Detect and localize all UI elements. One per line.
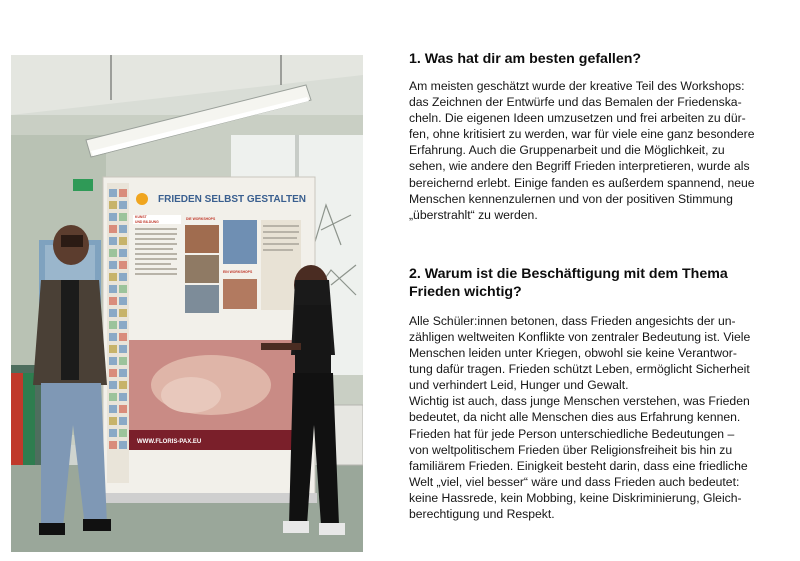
poster-url: WWW.FLORIS-PAX.EU: [137, 439, 202, 445]
answer-2-line: bedeutet, da nicht alle Menschen dies aus Erfahrung kennen.: [409, 410, 741, 425]
answer-2-line: familiärem Frieden. Einigkeit besteht darin, dass eine friedliche: [409, 458, 748, 473]
answer-2-line: berechtigung und Respekt.: [409, 506, 555, 521]
answer-2-paragraph: [409, 313, 793, 522]
answer-2-line: Welt „viel, viel besser“ wäre und dass Frieden auch bedeutet:: [409, 474, 740, 489]
answer-2-line: Alle Schüler:innen betonen, dass Frieden angesichts der un-: [409, 313, 736, 328]
poster-heading-right: EIN WORKSHOPS: [223, 270, 253, 274]
question-1-heading: 1. Was hat dir am besten gefallen?: [409, 51, 642, 67]
answer-1-line: fen, ohne kritisiert zu werden, war für viele eine ganz besondere: [409, 127, 755, 142]
answer-1-line: „überstrahlt“ zu werden.: [409, 207, 538, 222]
poster-heading-left-1: KUNST: [135, 215, 147, 219]
answer-1-line: das Zeichnen der Entwürfe und das Bemalen der Friedenska-: [409, 95, 742, 110]
poster-heading-left-2: UND BILDUNG: [135, 220, 159, 224]
answer-1-line: sehen, wie andere den Begriff Frieden interpretieren, wurde als: [409, 159, 750, 174]
poster-logo-icon: [136, 193, 148, 205]
answer-2-line: tung dafür tragen. Frieden schützt Leben, ermöglicht Sicherheit: [409, 362, 750, 377]
answer-2-line: Frieden hat für jede Person unterschiedliche Bedeutungen –: [409, 426, 735, 441]
answer-1-line: Menschen kennenzulernen und von der positiven Stimmung: [409, 191, 733, 206]
article-text: [409, 50, 793, 522]
answer-1-paragraph: [409, 78, 793, 223]
photo-scene: [11, 55, 363, 552]
answer-1-line: Am meisten geschätzt wurde der kreative Teil des Workshops:: [409, 79, 745, 93]
answer-1-line: bereichernd erlebt. Einige fanden es außerdem spannend, neue: [409, 175, 755, 190]
workshop-photo: [11, 55, 363, 552]
answer-2-line: von weltpolitischem Frieden über Religionsfreiheit bis hin zu: [409, 442, 733, 457]
question-2-heading-line-1: 2. Warum ist die Beschäftigung mit dem Thema: [409, 265, 728, 282]
answer-2-line: zähligen weltweiten Konflikte von zentraler Bedeutung ist. Viele: [409, 329, 751, 344]
answer-1-line: cheln. Die eigenen Ideen umzusetzen und frei arbeiten zu dür-: [409, 111, 746, 126]
answer-2-line: und verhindert Leid, Hunger und Gewalt.: [409, 378, 629, 393]
answer-2-line: Wichtig ist auch, dass junge Menschen verstehen, was Frieden: [409, 394, 750, 409]
poster-title: FRIEDEN SELBST GESTALTEN: [158, 194, 306, 205]
question-2-heading: [409, 265, 793, 301]
answer-2-line: keine Hassrede, kein Mobbing, keine Diskriminierung, Gleich-: [409, 490, 742, 505]
poster-heading-mid: DIE WORKSHOPS: [186, 217, 216, 221]
answer-2-line: Menschen leiden unter Kriegen, obwohl sie keine Verantwor-: [409, 346, 737, 361]
answer-1-line: Erfahrung. Auch die Gruppenarbeit und die Möglichkeit, zu: [409, 143, 725, 158]
question-2-heading-line-2: Frieden wichtig?: [409, 283, 522, 300]
